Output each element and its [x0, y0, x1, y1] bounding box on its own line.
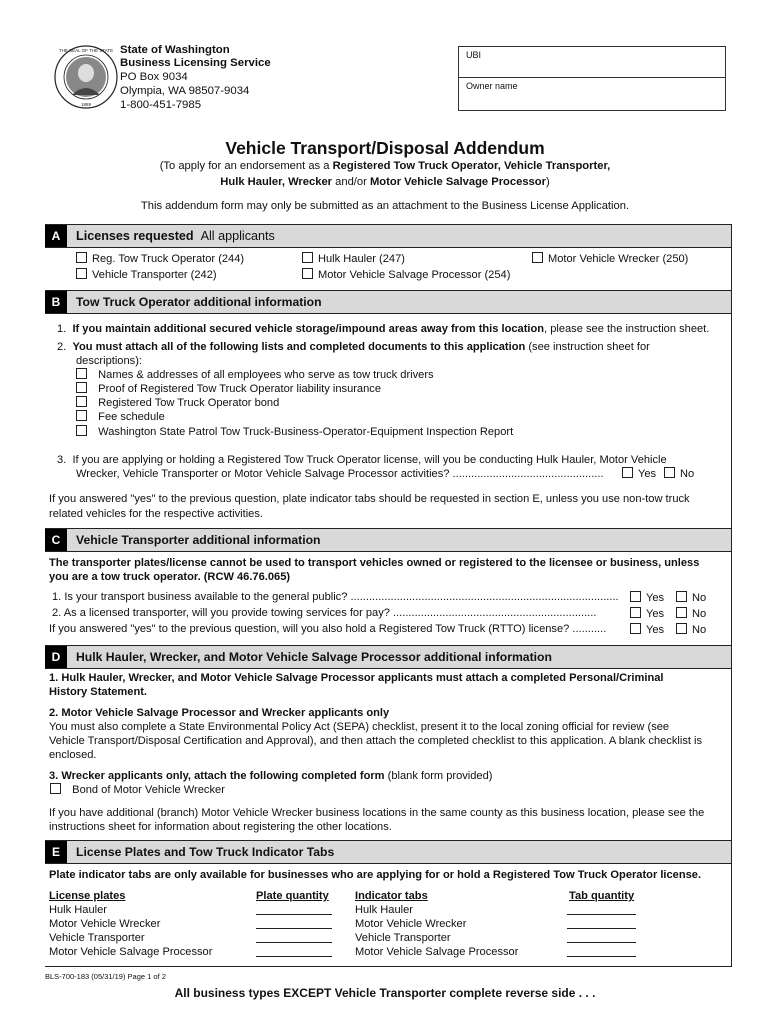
checkbox-icon[interactable] [622, 467, 633, 478]
agency-address1: PO Box 9034 [120, 71, 188, 83]
b-note-line1: If you answered "yes" to the previous question, plate indicator tabs should be requested in section E, unless you use non-tow truck [49, 493, 690, 505]
ubi-label: UBI [466, 50, 482, 60]
section-d-title: Hulk Hauler, Wrecker, and Motor Vehicle Salvage Processor additional information [76, 650, 552, 664]
ubi-field[interactable] [459, 47, 725, 78]
section-a-letter: A [45, 225, 67, 247]
c-question-1: 1. Is your transport business available to the general public? ....................................................................................... [52, 591, 619, 603]
license-option[interactable]: Hulk Hauler (247) [302, 252, 405, 266]
reverse-side-note: All business types EXCEPT Vehicle Transporter complete reverse side . . . [174, 986, 596, 1000]
page-title: Vehicle Transport/Disposal Addendum [225, 138, 545, 158]
e-col-plate-qty: Plate quantity [256, 890, 329, 902]
e-plate-row: Motor Vehicle Salvage Processor [49, 946, 213, 958]
checkbox-icon[interactable] [76, 252, 87, 263]
notice: This addendum form may only be submitted as an attachment to the Business License Application. [140, 200, 630, 212]
b-q3-no[interactable]: No [664, 467, 694, 481]
license-option[interactable]: Motor Vehicle Salvage Processor (254) [302, 268, 510, 282]
owner-name-label: Owner name [466, 81, 518, 91]
b-doc-item[interactable]: Washington State Patrol Tow Truck-Business-Operator-Equipment Inspection Report [76, 425, 513, 439]
d-p3-title: 3. Wrecker applicants only, attach the following completed form (blank form provided) [49, 770, 493, 782]
agency-service: Business Licensing Service [120, 57, 271, 69]
b-question-3-line2: Wrecker, Vehicle Transporter or Motor Vehicle Salvage Processor activities? ................................................. [76, 468, 604, 480]
b-question-2: 2. You must attach all of the following lists and completed documents to this application (see instruction sheet for [57, 341, 650, 353]
section-a-subtitle: All applicants [200, 229, 275, 243]
section-c-title: Vehicle Transporter additional information [76, 533, 321, 547]
c-q2-no[interactable]: No [676, 607, 706, 621]
e-tab-row: Motor Vehicle Salvage Processor [355, 946, 519, 958]
section-e-letter: E [45, 841, 67, 863]
checkbox-icon[interactable] [76, 410, 87, 421]
c-q1-no[interactable]: No [676, 591, 706, 605]
checkbox-icon[interactable] [630, 591, 641, 602]
license-option[interactable]: Reg. Tow Truck Operator (244) [76, 252, 244, 266]
tab-qty-field[interactable] [567, 928, 636, 929]
e-plate-row: Hulk Hauler [49, 904, 107, 916]
svg-text:THE SEAL OF THE STATE: THE SEAL OF THE STATE [58, 48, 114, 53]
section-c-letter: C [45, 529, 67, 551]
license-option[interactable]: Vehicle Transporter (242) [76, 268, 217, 282]
svg-text:1889: 1889 [80, 102, 92, 107]
c-q2-yes[interactable]: Yes [630, 607, 664, 621]
b-doc-item[interactable]: Registered Tow Truck Operator bond [76, 396, 279, 410]
d-p1-line2: History Statement. [49, 686, 148, 698]
e-col-tabs: Indicator tabs [355, 890, 428, 902]
checkbox-icon[interactable] [630, 607, 641, 618]
d-p2-line3: enclosed. [49, 749, 97, 761]
subtitle-line2: Hulk Hauler, Wrecker and/or Motor Vehicle Salvage Processor) [220, 176, 550, 188]
owner-name-field[interactable] [459, 78, 725, 109]
d-p2-line1: You must also complete a State Environmental Policy Act (SEPA) checklist, present it to the local zoning official for review (see [49, 721, 670, 733]
checkbox-icon[interactable] [676, 607, 687, 618]
plate-qty-field[interactable] [256, 914, 332, 915]
b-doc-item[interactable]: Proof of Registered Tow Truck Operator liability insurance [76, 382, 381, 396]
e-tab-row: Motor Vehicle Wrecker [355, 918, 467, 930]
e-intro: Plate indicator tabs are only available for businesses who are applying for or hold a Registered Tow Truck Operator license. [49, 869, 702, 881]
b-note-line2: related vehicles for the respective activities. [49, 508, 263, 520]
e-col-plates: License plates [49, 890, 126, 902]
section-b-header [45, 290, 731, 314]
agency-name: State of Washington [120, 44, 230, 56]
checkbox-icon[interactable] [302, 252, 313, 263]
e-tab-row: Vehicle Transporter [355, 932, 451, 944]
e-col-tab-qty: Tab quantity [569, 890, 635, 902]
ubi-owner-box [458, 46, 726, 111]
d-note-line2: instructions sheet for information about registering the other locations. [49, 821, 392, 833]
checkbox-icon[interactable] [76, 268, 87, 279]
section-d-header [45, 645, 731, 669]
agency-address2: Olympia, WA 98507-9034 [120, 85, 250, 97]
tab-qty-field[interactable] [567, 914, 636, 915]
c-warning-line2: you are a tow truck operator. (RCW 46.76.065) [49, 571, 291, 583]
checkbox-icon[interactable] [630, 623, 641, 634]
tab-qty-field[interactable] [567, 956, 636, 957]
c-question-3: If you answered "yes" to the previous question, will you also hold a Registered Tow Truck (RTTO) license? ........... [49, 623, 607, 635]
subtitle-line1: (To apply for an endorsement as a Registered Tow Truck Operator, Vehicle Transporter, [159, 160, 611, 172]
d-note-line1: If you have additional (branch) Motor Vehicle Wrecker business locations in the same county as this business location, please see the [49, 807, 705, 819]
checkbox-icon[interactable] [76, 382, 87, 393]
checkbox-icon[interactable] [76, 396, 87, 407]
section-d-letter: D [45, 646, 67, 668]
section-c-header [45, 528, 731, 552]
checkbox-icon[interactable] [532, 252, 543, 263]
form-id: BLS-700-183 (05/31/19) Page 1 of 2 [45, 972, 166, 981]
checkbox-icon[interactable] [676, 623, 687, 634]
b-q3-yes[interactable]: Yes [622, 467, 656, 481]
plate-qty-field[interactable] [256, 956, 332, 957]
c-question-2: 2. As a licensed transporter, will you provide towing services for pay? .................................................................. [52, 607, 597, 619]
b-doc-item[interactable]: Names & addresses of all employees who serve as tow truck drivers [76, 368, 434, 382]
license-option[interactable]: Motor Vehicle Wrecker (250) [532, 252, 688, 266]
e-tab-row: Hulk Hauler [355, 904, 413, 916]
c-q1-yes[interactable]: Yes [630, 591, 664, 605]
checkbox-icon[interactable] [76, 368, 87, 379]
d-p2-title: 2. Motor Vehicle Salvage Processor and Wrecker applicants only [49, 707, 390, 719]
section-e-header [45, 840, 731, 864]
section-b-letter: B [45, 291, 67, 313]
section-e-title: License Plates and Tow Truck Indicator Tabs [76, 845, 335, 859]
d-p2-line2: Vehicle Transport/Disposal Certification and Approval), and then attach the completed checklist to this application. A blank checklist is [49, 735, 703, 747]
b-question-3: 3. If you are applying or holding a Registered Tow Truck Operator license, will you be conducting Hulk Hauler, Motor Vehicle [57, 454, 667, 466]
checkbox-icon[interactable] [302, 268, 313, 279]
d-p1-line1: 1. Hulk Hauler, Wrecker, and Motor Vehicle Salvage Processor applicants must attach a completed Personal/Criminal [49, 672, 664, 684]
d-bond-option[interactable]: Bond of Motor Vehicle Wrecker [50, 783, 225, 797]
e-plate-row: Vehicle Transporter [49, 932, 145, 944]
checkbox-icon[interactable] [676, 591, 687, 602]
c-q3-no[interactable]: No [676, 623, 706, 637]
agency-phone: 1-800-451-7985 [120, 99, 202, 111]
e-plate-row: Motor Vehicle Wrecker [49, 918, 161, 930]
plate-qty-field[interactable] [256, 928, 332, 929]
plate-qty-field[interactable] [256, 942, 332, 943]
c-q3-yes[interactable]: Yes [630, 623, 664, 637]
tab-qty-field[interactable] [567, 942, 636, 943]
section-a-header [45, 224, 731, 248]
section-a-title: Licenses requested [76, 229, 194, 243]
checkbox-icon[interactable] [50, 783, 61, 794]
checkbox-icon[interactable] [664, 467, 675, 478]
b-doc-item[interactable]: Fee schedule [76, 410, 165, 424]
section-b-title: Tow Truck Operator additional information [76, 295, 322, 309]
checkbox-icon[interactable] [76, 425, 87, 436]
state-seal-logo [54, 45, 118, 109]
c-warning-line1: The transporter plates/license cannot be used to transport vehicles owned or registered to the licensee or business, unless [49, 557, 700, 569]
b-question-2-line2: descriptions): [76, 355, 142, 367]
b-question-1: 1. If you maintain additional secured vehicle storage/impound areas away from this location, please see the instruction sheet. [57, 323, 710, 335]
